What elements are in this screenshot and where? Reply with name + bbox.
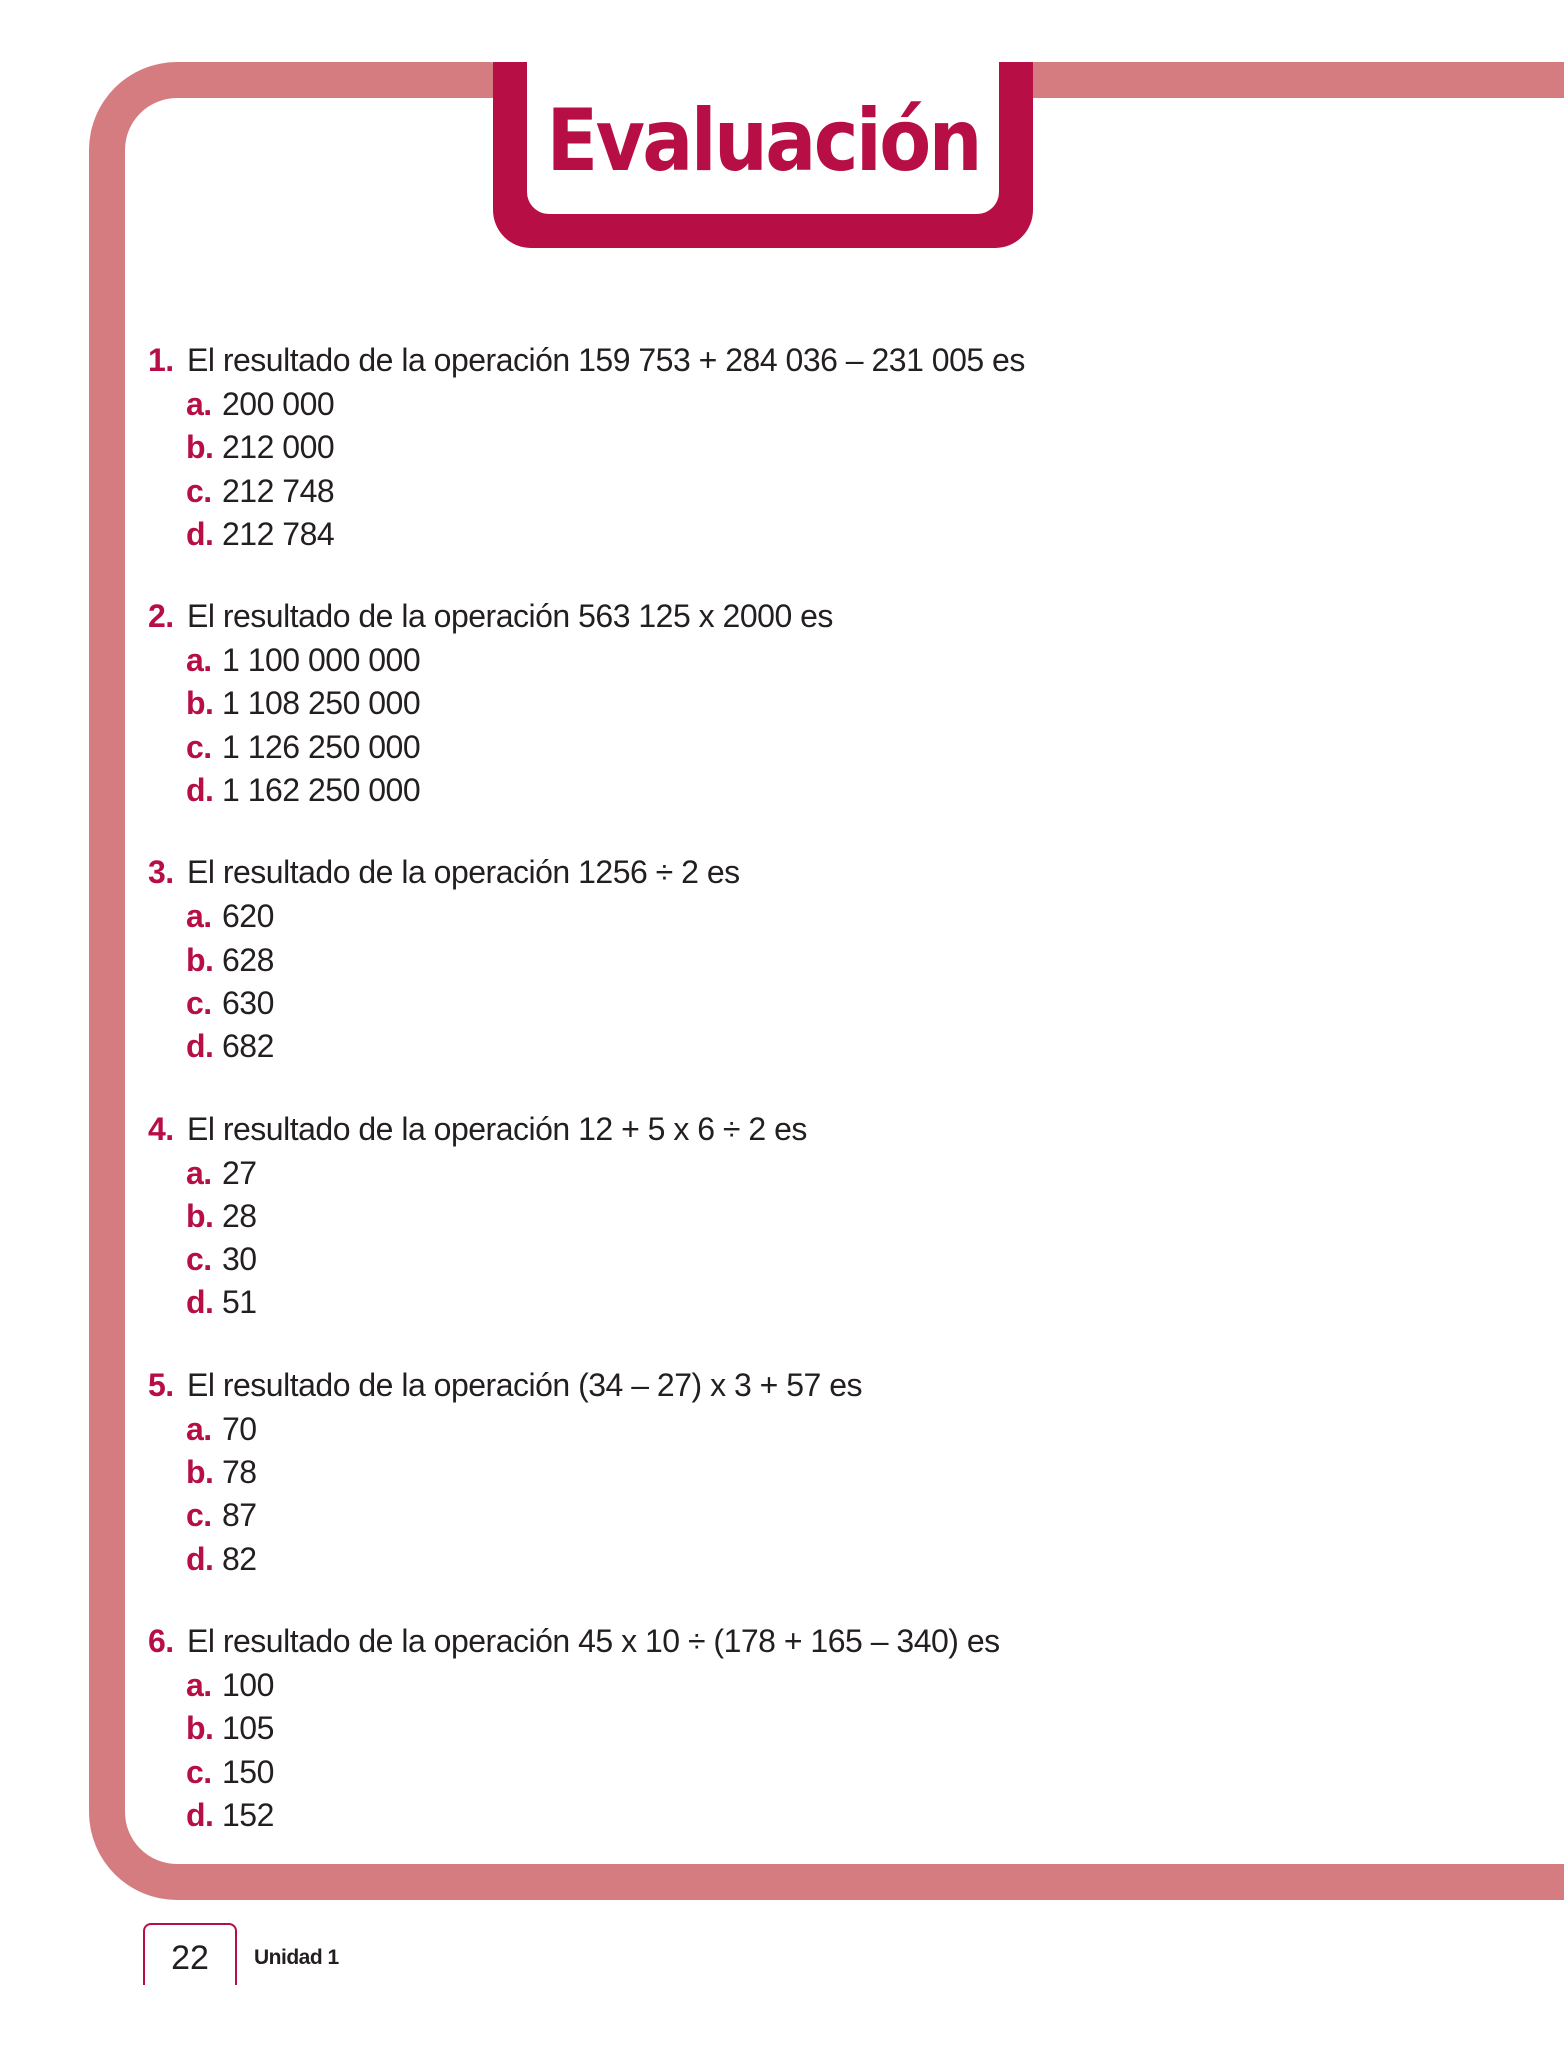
page-title: Evaluación bbox=[546, 91, 980, 191]
option-value: 70 bbox=[222, 1410, 257, 1447]
option-value: 27 bbox=[222, 1154, 257, 1191]
answer-option bbox=[148, 1454, 1448, 1497]
option-value: 78 bbox=[222, 1454, 257, 1491]
option-value: 87 bbox=[222, 1497, 257, 1534]
page-number-box bbox=[143, 1923, 237, 1985]
option-value: 30 bbox=[222, 1241, 257, 1278]
question-line bbox=[148, 342, 1448, 386]
option-value: 51 bbox=[222, 1284, 257, 1321]
answer-option bbox=[148, 386, 1448, 429]
option-value: 200 000 bbox=[222, 386, 335, 422]
question-number: 4. bbox=[148, 1110, 174, 1147]
option-letter: d. bbox=[186, 515, 214, 552]
question-line bbox=[148, 1111, 1448, 1155]
option-value: 1 100 000 000 bbox=[222, 642, 421, 679]
option-letter: a. bbox=[186, 386, 212, 422]
option-value: 620 bbox=[222, 898, 274, 935]
option-letter: a. bbox=[186, 898, 212, 935]
answer-option bbox=[148, 685, 1448, 728]
option-letter: a. bbox=[186, 1666, 212, 1703]
option-letter: b. bbox=[186, 429, 214, 466]
option-letter: b. bbox=[186, 1454, 214, 1491]
option-value: 100 bbox=[222, 1666, 274, 1703]
answer-option bbox=[148, 1667, 1448, 1710]
answer-option bbox=[148, 1241, 1448, 1284]
option-letter: d. bbox=[186, 772, 214, 809]
question-number: 2. bbox=[148, 598, 174, 635]
answer-option bbox=[148, 942, 1448, 985]
option-value: 150 bbox=[222, 1753, 274, 1790]
unit-label: Unidad 1 bbox=[254, 1946, 339, 1969]
question-number: 1. bbox=[148, 342, 174, 378]
question-text: El resultado de la operación 159 753 + 284 036 – 231 005 es bbox=[187, 342, 1025, 378]
option-letter: c. bbox=[186, 984, 212, 1021]
option-value: 1 162 250 000 bbox=[222, 772, 421, 809]
answer-option bbox=[148, 1411, 1448, 1454]
question-text: El resultado de la operación (34 – 27) x 3 + 57 es bbox=[187, 1366, 862, 1403]
question-number: 5. bbox=[148, 1366, 174, 1403]
answer-option bbox=[148, 985, 1448, 1028]
option-value: 1 126 250 000 bbox=[222, 728, 421, 765]
question-text: El resultado de la operación 12 + 5 x 6 ÷ 2 es bbox=[187, 1110, 807, 1147]
answer-option bbox=[148, 1754, 1448, 1797]
option-value: 212 748 bbox=[222, 472, 335, 509]
answer-option bbox=[148, 429, 1448, 472]
option-letter: b. bbox=[186, 685, 214, 722]
answer-option bbox=[148, 642, 1448, 685]
option-letter: b. bbox=[186, 1197, 214, 1234]
question-number: 6. bbox=[148, 1622, 174, 1659]
answer-option bbox=[148, 1710, 1448, 1753]
title-tab bbox=[493, 62, 1033, 248]
option-letter: c. bbox=[186, 1497, 212, 1534]
question-line bbox=[148, 598, 1448, 642]
question-text: El resultado de la operación 563 125 x 2000 es bbox=[187, 598, 833, 635]
question-item bbox=[148, 1623, 1448, 1840]
question-item bbox=[148, 1111, 1448, 1328]
option-value: 212 000 bbox=[222, 429, 335, 466]
option-value: 628 bbox=[222, 941, 274, 978]
question-line bbox=[148, 854, 1448, 898]
option-value: 105 bbox=[222, 1710, 274, 1747]
question-number: 3. bbox=[148, 854, 174, 891]
answer-option bbox=[148, 772, 1448, 815]
question-text: El resultado de la operación 1256 ÷ 2 es bbox=[187, 854, 740, 891]
option-letter: b. bbox=[186, 941, 214, 978]
question-item bbox=[148, 854, 1448, 1071]
page-number: 22 bbox=[171, 1938, 209, 1977]
question-line bbox=[148, 1367, 1448, 1411]
option-letter: c. bbox=[186, 472, 212, 509]
option-value: 682 bbox=[222, 1028, 274, 1065]
answer-option bbox=[148, 1541, 1448, 1584]
option-value: 1 108 250 000 bbox=[222, 685, 421, 722]
option-letter: c. bbox=[186, 728, 212, 765]
option-value: 152 bbox=[222, 1796, 274, 1833]
answer-option bbox=[148, 516, 1448, 559]
option-value: 28 bbox=[222, 1197, 257, 1234]
option-letter: c. bbox=[186, 1753, 212, 1790]
question-item bbox=[148, 1367, 1448, 1584]
option-value: 212 784 bbox=[222, 515, 335, 552]
option-letter: a. bbox=[186, 1410, 212, 1447]
question-item bbox=[148, 598, 1448, 815]
option-letter: d. bbox=[186, 1540, 214, 1577]
answer-option bbox=[148, 1497, 1448, 1540]
answer-option bbox=[148, 1155, 1448, 1198]
option-letter: d. bbox=[186, 1796, 214, 1833]
question-text: El resultado de la operación 45 x 10 ÷ (178 + 165 – 340) es bbox=[187, 1622, 1000, 1659]
answer-option bbox=[148, 1284, 1448, 1327]
answer-option bbox=[148, 473, 1448, 516]
question-list bbox=[148, 342, 1448, 1879]
option-letter: d. bbox=[186, 1028, 214, 1065]
answer-option bbox=[148, 1198, 1448, 1241]
answer-option bbox=[148, 898, 1448, 941]
question-line bbox=[148, 1623, 1448, 1667]
option-letter: a. bbox=[186, 642, 212, 679]
title-tab-inner bbox=[527, 62, 999, 214]
option-value: 82 bbox=[222, 1540, 257, 1577]
option-value: 630 bbox=[222, 984, 274, 1021]
option-letter: a. bbox=[186, 1154, 212, 1191]
answer-option bbox=[148, 1797, 1448, 1840]
question-item bbox=[148, 342, 1448, 559]
option-letter: b. bbox=[186, 1710, 214, 1747]
option-letter: c. bbox=[186, 1241, 212, 1278]
answer-option bbox=[148, 729, 1448, 772]
option-letter: d. bbox=[186, 1284, 214, 1321]
answer-option bbox=[148, 1028, 1448, 1071]
